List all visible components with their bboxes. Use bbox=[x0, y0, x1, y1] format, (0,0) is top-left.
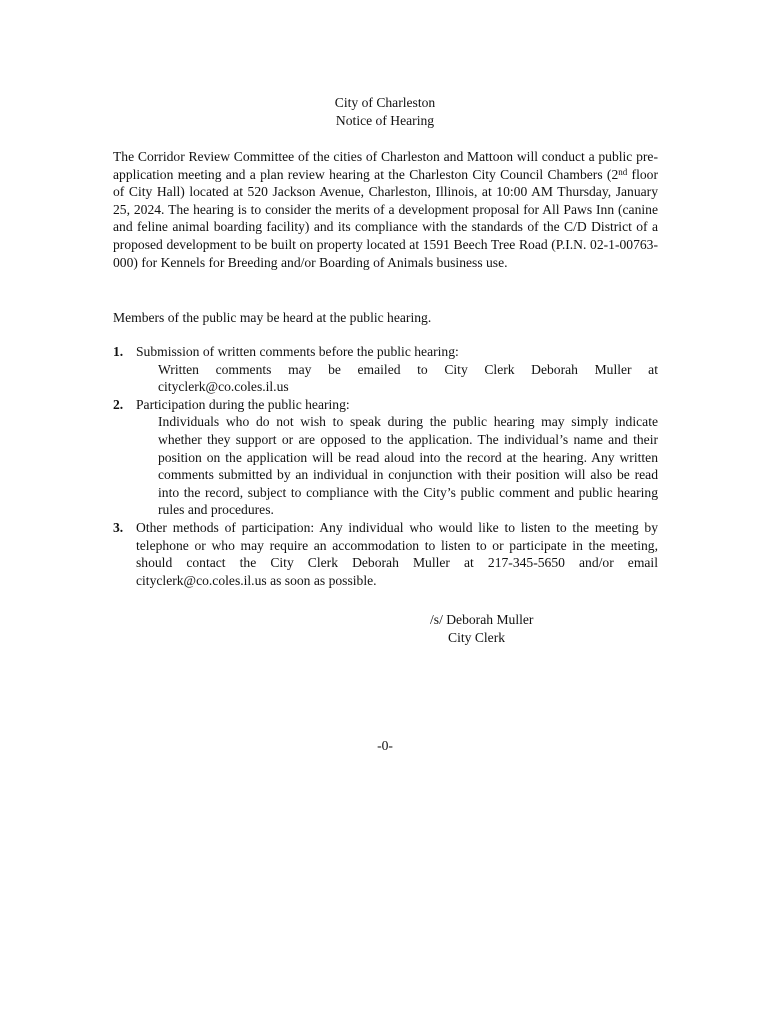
intro-text-part1: The Corridor Review Committee of the cities of Charleston and Mattoon will conduct a public pre-application meeting and a plan review hearing at the Charleston City Council Chambers (2 bbox=[113, 149, 658, 182]
list-item-text: Other methods of participation: Any individual who would like to listen to the meeting by telephone or who may require an accommodation to listen to or participate in the meeting, should contact the City Clerk Deborah Muller at 217-345-5650 and/or email cityclerk@co.coles.il.us as soon as possible. bbox=[136, 519, 658, 588]
notice-title: Notice of Hearing bbox=[335, 112, 435, 128]
list-item-title: Participation during the public hearing: bbox=[136, 396, 350, 412]
signature-title: City Clerk bbox=[448, 629, 506, 645]
list-item-title: Submission of written comments before the public hearing: bbox=[136, 344, 459, 359]
notice-header bbox=[0, 94, 770, 129]
list-item-detail: Individuals who do not wish to speak during the public hearing may simply indicate whether they support or are opposed to the application. The individual’s name and their position on the application will be read aloud into the record at the hearing. Any written comments submitted by an individual in conjunction with their position will also be read into the record, subject to compliance with the City’s public comment and public hearing rules and procedures. bbox=[158, 414, 658, 518]
intro-text-part2: floor of City Hall) located at 520 Jackson Avenue, Charleston, Illinois, at 10:00 AM Thursday, January 25, 2024. The hearing is to consider the merits of a development proposal for All Paws Inn (canine and feline animal boarding facility) and its compliance with the standards of the C/D District of a proposed development to be built on property located at 1591 Beech Tree Road (P.I.N. 02-1-00763-000) for Kennels for Breeding and/or Boarding of Animals business use. bbox=[113, 166, 658, 270]
list-item-detail: Written comments may be emailed to City Clerk Deborah Muller at cityclerk@co.coles.il.us bbox=[158, 361, 658, 395]
intro-paragraph bbox=[113, 148, 658, 271]
page-number: -0- bbox=[377, 738, 393, 753]
list-item bbox=[113, 343, 658, 396]
list-item-number: 1. bbox=[113, 344, 124, 359]
city-name: City of Charleston bbox=[334, 95, 436, 110]
list-item-number: 2. bbox=[113, 396, 124, 412]
signature-block bbox=[430, 611, 533, 646]
members-paragraph: Members of the public may be heard at the public hearing. bbox=[113, 310, 432, 325]
list-item-number: 3. bbox=[113, 519, 124, 535]
participation-list bbox=[113, 343, 658, 589]
list-item bbox=[113, 519, 658, 589]
signature-name: /s/ Deborah Muller bbox=[430, 612, 534, 627]
intro-superscript: nd bbox=[618, 166, 628, 177]
list-item bbox=[113, 396, 658, 519]
